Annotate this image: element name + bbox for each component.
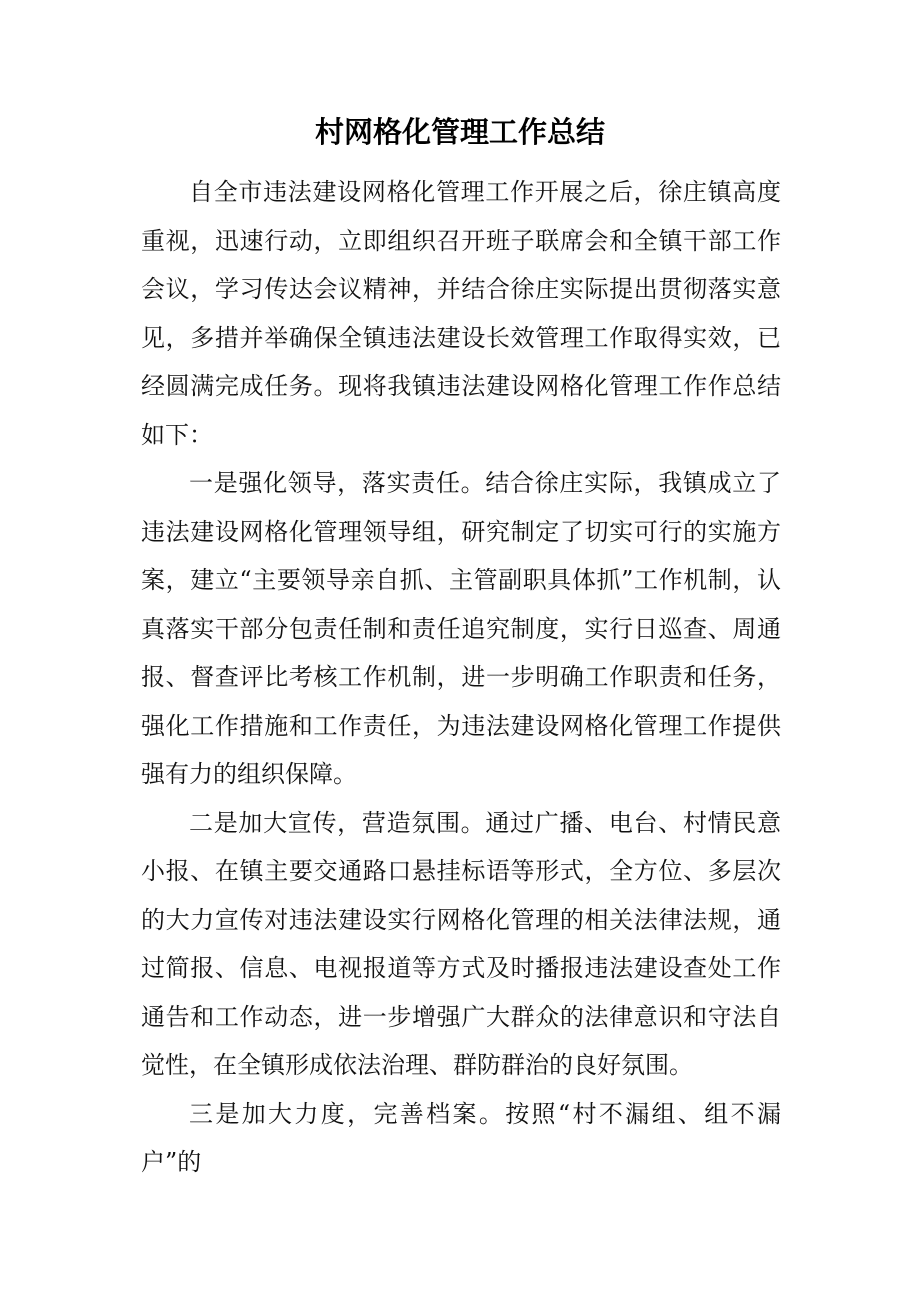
document-body [141, 168, 781, 1187]
paragraph-publicity: 二是加大宣传，营造氛围。通过广播、电台、村情民意小报、在镇主要交通路口悬挂标语等形式，全方位、多层次的大力宣传对违法建设实行网格化管理的相关法律法规，通过简报、信息、电视报道等方式及时播报违法建设查处工作通告和工作动态，进一步增强广大群众的法律意识和守法自觉性，在全镇形成依法治理、群防群治的良好氛围。 [141, 808, 781, 1079]
paragraph-intro: 自全市违法建设网格化管理工作开展之后，徐庄镇高度重视，迅速行动，立即组织召开班子联席会和全镇干部工作会议，学习传达会议精神，并结合徐庄实际提出贯彻落实意见，多措并举确保全镇违法建设长效管理工作取得实效，已经圆满完成任务。现将我镇违法建设网格化管理工作作总结如下： [141, 178, 781, 449]
document-title: 村网格化管理工作总结 [314, 115, 605, 149]
paragraph-archives: 三是加大力度，完善档案。按照“村不漏组、组不漏户”的 [141, 1099, 781, 1176]
paragraph-leadership: 一是强化领导，落实责任。结合徐庄实际，我镇成立了违法建设网格化管理领导组，研究制定了切实可行的实施方案，建立“主要领导亲自抓、主管副职具体抓”工作机制，认真落实干部分包责任制和责任追究制度，实行日巡查、周通报、督查评比考核工作机制，进一步明确工作职责和任务，强化工作措施和工作责任，为违法建设网格化管理工作提供强有力的组织保障。 [141, 469, 781, 788]
